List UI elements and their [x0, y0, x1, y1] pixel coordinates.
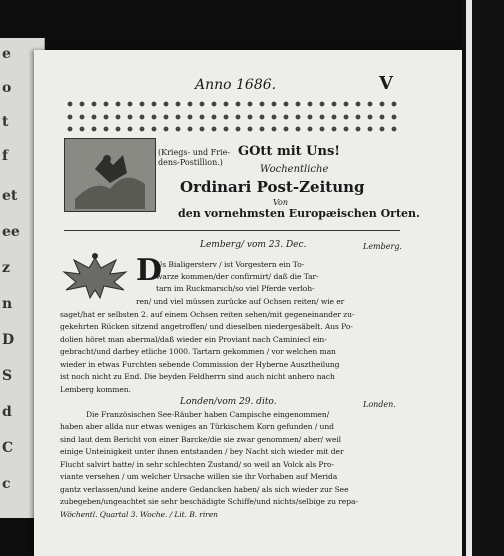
- drop-cap: D: [136, 253, 163, 288]
- facing-page-fragment: f: [2, 148, 9, 164]
- article-line: saget/hat er selbsten 2. auf einem Ochsen reiten sehen/mit gegeneinander zu-: [60, 310, 355, 319]
- article-line: dolien höret man abermal/daß wieder ein Proviant nach Caminiecl ein-: [60, 335, 327, 344]
- page-signature: V: [379, 73, 393, 94]
- article-line: gebracht/und darbey etliche 1000. Tartarn gekommen / vor welchen man: [60, 347, 336, 356]
- article-line: einige Unteinigkeit unter ihnen entstanden / bey Nacht sich wieder mit der: [60, 447, 344, 456]
- facing-page-fragment: C: [2, 440, 14, 456]
- article-line: Die Französischen See-Räuber haben Campische eingenommen/: [86, 410, 330, 419]
- article-line: zubegeben/ungeachtet sie sehr beschädigte Schiffe/und nichts/selbige zu repa-: [60, 497, 358, 506]
- margin-note: Londen.: [363, 400, 396, 409]
- facing-page-fragment: t: [2, 114, 9, 130]
- masthead-weekly: Wochentliche: [260, 164, 329, 175]
- article-line: gantz verlassen/und keine andere Gedancken haben/ als sich wieder zur See: [60, 485, 349, 494]
- woodcut-postrider-image: [64, 138, 156, 212]
- facing-page-fragment: e: [2, 46, 11, 62]
- facing-page-fragment: z: [2, 260, 10, 276]
- article-line: haben aber allda nur etwas weniges an Türkischem Korn gefunden / und: [60, 422, 334, 431]
- eagle-emblem-image: [58, 250, 132, 304]
- masthead-von: Von: [273, 198, 289, 207]
- ornament-border-row: [64, 99, 398, 109]
- page-footer-line: Wöchentl. Quartal 3. Woche. / Lit. B. riren: [60, 510, 218, 519]
- facing-page-fragment: d: [2, 404, 12, 420]
- masthead-subtitle-line: dens-Postillion.): [158, 158, 223, 167]
- article-dateline: Londen/vom 29. dito.: [180, 397, 277, 407]
- ornament-border-row: [64, 124, 398, 134]
- article-line: gekehrten Rücken sitzend angetroffen/ und dieselben niedergesäbelt. Aus Po-: [60, 322, 353, 331]
- article-dateline: Lemberg/ vom 23. Dec.: [200, 240, 307, 250]
- article-line: Us Bialigersterv / ist Vorgestern ein To-: [156, 260, 305, 269]
- facing-page-fragment: ee: [2, 224, 20, 240]
- article-line: Flucht salvirt hatte/ in sehr schlechten Zustand/ so weil an Volck als Pro-: [60, 460, 334, 469]
- article-line: viante versehen / um welcher Ursache willen sie ihr Vorhaben auf Merida: [60, 472, 338, 481]
- facing-page-fragment: c: [2, 476, 11, 492]
- facing-page-fragment: o: [2, 80, 12, 96]
- masthead-title: Ordinari Post-Zeitung: [180, 178, 365, 196]
- article-line: wieder in etwas Furchten sebende Commission der Hyberne Ausztheilung: [60, 360, 340, 369]
- facing-page-fragment: et: [2, 188, 18, 204]
- facing-page-fragment: S: [2, 368, 13, 384]
- divider-rule: [64, 230, 400, 231]
- article-line: ist noch nicht zu End. Die beyden Feldherrn sind auch nicht anhero nach: [60, 372, 335, 381]
- article-line: sind laut dem Bericht von einer Barcke/die sie zwar genommen/ aber/ weil: [60, 435, 341, 444]
- margin-note: Lemberg.: [363, 242, 402, 251]
- year-header: Anno 1686.: [195, 77, 277, 93]
- article-line: Lemberg kommen.: [60, 385, 131, 394]
- masthead-subtitle: den vornehmsten Europæischen Orten.: [178, 207, 420, 220]
- facing-page-fragment: D: [2, 332, 15, 348]
- masthead-subtitle-left: [158, 148, 230, 168]
- page-edge-strip: [466, 0, 472, 556]
- article-line: ren/ und viel müssen zurücke auf Ochsen reiten/ wie er: [136, 297, 345, 306]
- article-line: warze kommen/der confirmirt/ daß die Tar-: [156, 272, 319, 281]
- article-line: tarn im Ruckmarsch/so viel Pferde verloh-: [156, 284, 315, 293]
- masthead-subtitle-line: (Kriegs- und Frie-: [158, 148, 231, 157]
- ornament-border-row: [64, 112, 398, 122]
- masthead-motto: GOtt mit Uns!: [238, 144, 341, 159]
- facing-page-fragment: n: [2, 296, 13, 312]
